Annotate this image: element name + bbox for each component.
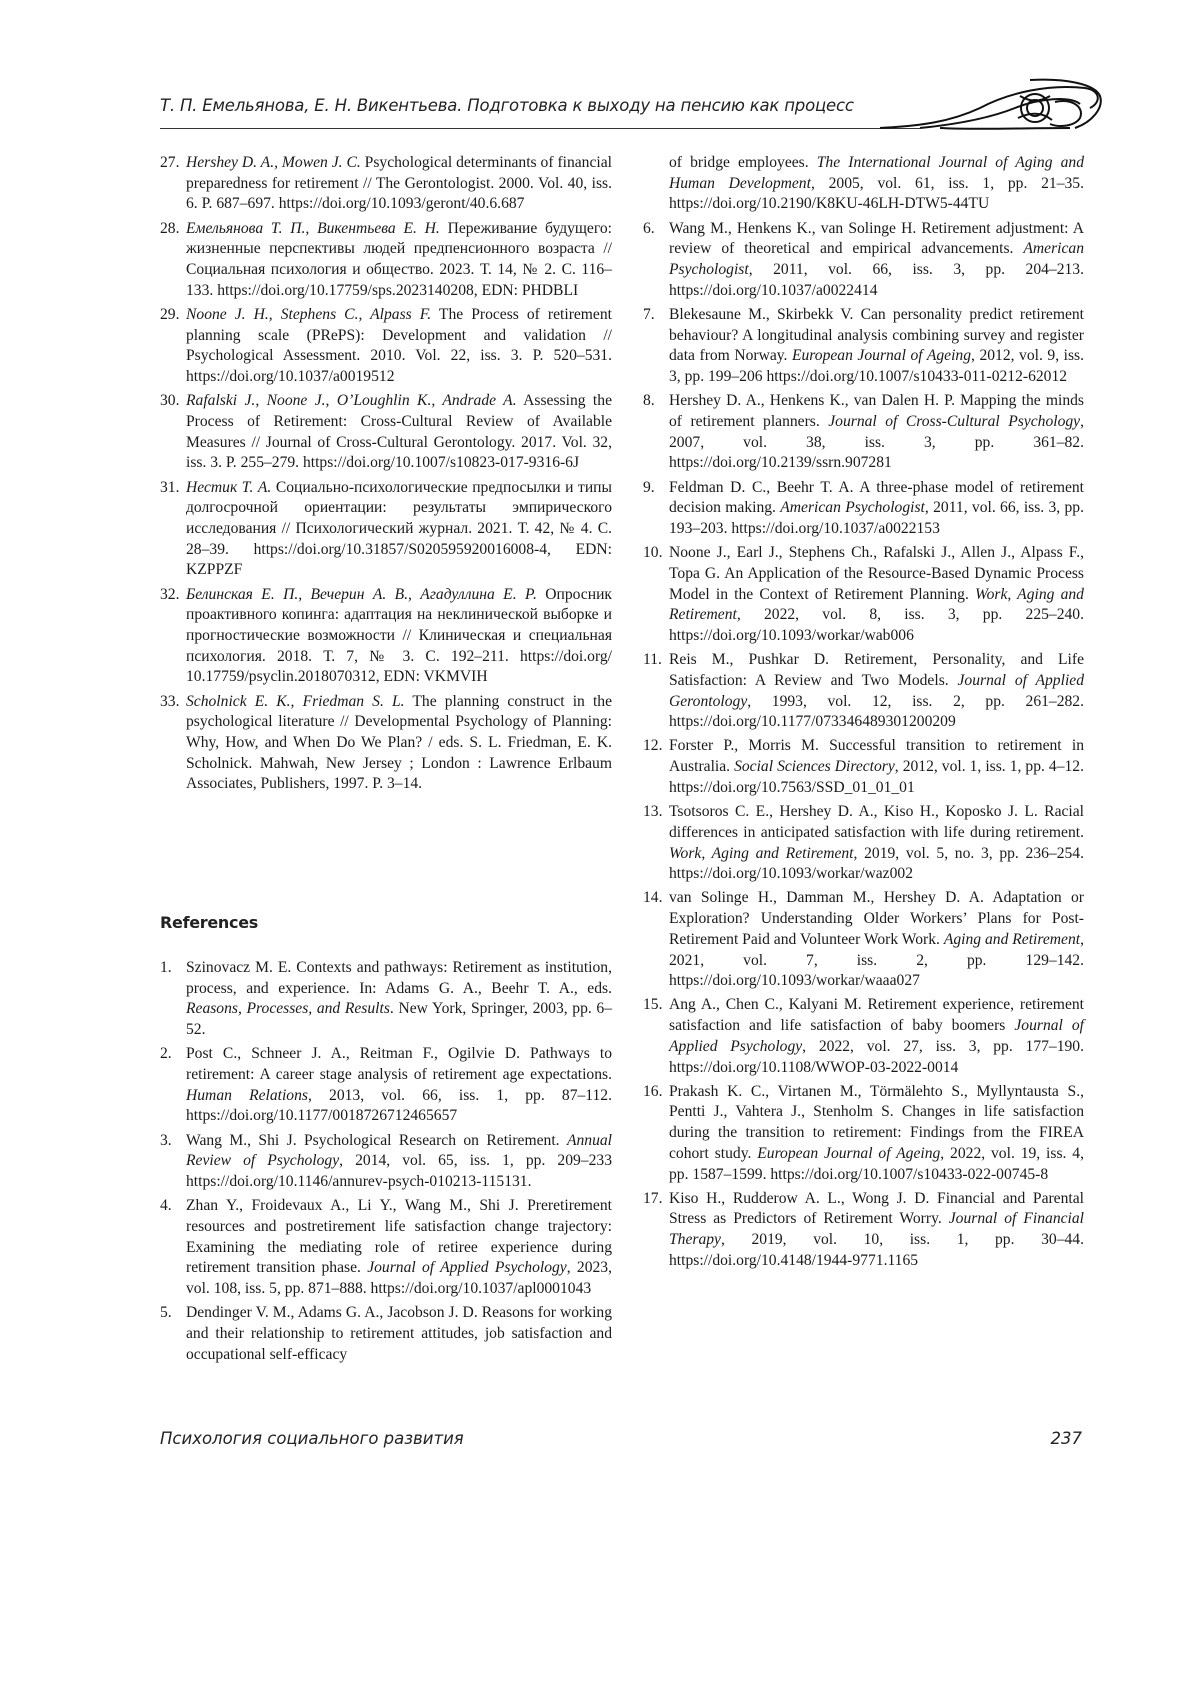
reference-item	[160, 1196, 612, 1300]
reference-italic-text: Work, Aging and Retirement	[669, 844, 854, 862]
reference-text: , 2019, vol. 5, no. 3, pp. 236–254. https://doi.org/10.1093/workar/waz002	[669, 844, 1084, 883]
reference-text: Zhan Y., Froidevaux A., Li Y., Wang M., Shi J. Preretirement resources and postretirement life satisfaction change trajectory: Examining the mediating role of retiree experience during retirement transition phase.	[186, 1197, 612, 1277]
reference-text: Prakash K. C., Virtanen M., Törmälehto S., Myllyntausta S., Pentti J., Vahtera J., Stenholm S. Changes in life satisfaction during the transition to retirement: Findings from the FIREA cohort study.	[669, 1082, 1084, 1162]
reference-italic-text: Social Sciences Directory	[734, 758, 895, 776]
running-head-title: Т. П. Емельянова, Е. Н. Викентьева. Подготовка к выходу на пенсию как процесс	[160, 96, 854, 115]
reference-item	[160, 391, 612, 474]
reference-item	[160, 692, 612, 796]
reference-item	[160, 305, 612, 388]
reference-italic-text: Reasons, Processes, and Results	[186, 1000, 390, 1018]
reference-italic-text: The International Journal of Aging and Human Development	[669, 154, 1084, 192]
reference-italic-text: Емельянова Т. П., Викентьева Е. Н.	[186, 219, 440, 237]
reference-text: , 2021, vol. 7, iss. 2, pp. 129–142. https://doi.org/10.1093/workar/waaa027	[669, 930, 1085, 990]
reference-number: 10.	[643, 544, 663, 562]
reference-text: , 2023, vol. 108, iss. 5, pp. 871–888. https://doi.org/10.1037/apl0001043	[186, 1259, 612, 1298]
reference-item	[160, 219, 612, 302]
reference-text: of bridge employees.	[669, 154, 817, 171]
page-number: 237	[1050, 1429, 1082, 1448]
reference-item	[160, 585, 612, 689]
reference-italic-text: Journal of Applied Psychology	[669, 1017, 1085, 1055]
reference-number: 32.	[160, 585, 180, 603]
reference-item	[160, 958, 612, 1041]
references-list-right	[643, 153, 1084, 1275]
reference-text: Tsotsoros C. E., Hershey D. A., Kiso H., Koposko J. L. Racial differences in anticipated satisfaction with life during retirement.	[669, 803, 1084, 841]
reference-text: Forster P., Morris M. Successful transition to retirement in Australia.	[669, 737, 1084, 776]
reference-number: 27.	[160, 154, 180, 171]
reference-item	[643, 802, 1084, 885]
reference-text: Dendinger V. M., Adams G. A., Jacobson J. D. Reasons for working and their relationship to retirement attitudes, job satisfaction and occupational self-efficacy	[186, 1304, 612, 1363]
reference-item	[643, 391, 1084, 474]
russian-reference-list	[160, 153, 612, 799]
reference-number: 31.	[160, 478, 180, 496]
reference-text: Wang M., Henkens K., van Solinge H. Retirement adjustment: A review of theoretical and empirical advancements.	[669, 219, 1084, 258]
reference-item	[160, 1131, 612, 1193]
reference-text: , 2005, vol. 61, iss. 1, pp. 21–35. https://doi.org/10.2190/K8KU-46LH-DTW5-44TU	[669, 174, 1084, 213]
reference-item	[160, 478, 612, 582]
reference-italic-text: Aging and Retirement	[943, 930, 1081, 948]
reference-text: , 2022, vol. 27, iss. 3, pp. 177–190. https://doi.org/10.1108/WWOP-03-2022-0014	[669, 1037, 1085, 1076]
reference-text: Wang M., Shi J. Psychological Research on Retirement.	[186, 1131, 567, 1149]
reference-item	[643, 543, 1084, 647]
footer-journal-title: Психология социального развития	[160, 1429, 464, 1448]
reference-number: 7.	[643, 305, 655, 323]
reference-text: Blekesaune M., Skirbekk V. Can personality predict retirement behaviour? A longitudinal analysis combining survey and register data from Norway.	[669, 305, 1084, 365]
reference-number: 12.	[643, 737, 663, 755]
reference-text: , 2014, vol. 65, iss. 1, pp. 209–233 https://doi.org/10.1146/annurev-psych-010213-115131.	[186, 1152, 612, 1191]
reference-number: 28.	[160, 219, 180, 237]
reference-text: , 2012, vol. 1, iss. 1, pp. 4–12. https://doi.org/10.7563/SSD_01_01_01	[669, 758, 1084, 796]
reference-italic-text: Annual Review of Psychology	[186, 1131, 612, 1170]
references-list-left	[160, 958, 612, 1369]
reference-number: 3.	[160, 1131, 172, 1149]
reference-text: Assessing the Process of Retirement: Cross-Cultural Review of Available Measures // Journal of Cross-Cultural Gerontology. 2017. Vol. 32, iss. 3. P. 255–279. https://doi.org/10.1007/s10823-017-9316-6J	[186, 392, 612, 472]
reference-italic-text: Rafalski J., Noone J., O’Loughlin K., Andrade A.	[186, 392, 517, 410]
reference-text: , 2022, vol. 19, iss. 4, pp. 1587–1599. https://doi.org/10.1007/s10433-022-00745-8	[669, 1144, 1084, 1183]
reference-italic-text: Journal of Applied Gerontology	[669, 671, 1084, 710]
reference-italic-text: Work, Aging and Retirement	[669, 585, 1084, 624]
reference-italic-text: Белинская Е. П., Вечерин А. В., Агадуллина Е. Р.	[186, 585, 537, 603]
reference-number: 1.	[160, 959, 172, 976]
reference-text: Hershey D. A., Henkens K., van Dalen H. P. Mapping the minds of retirement planners.	[669, 392, 1084, 430]
reference-italic-text: Нестик Т. А.	[186, 478, 272, 496]
references-heading: References	[160, 913, 258, 932]
reference-item	[643, 888, 1084, 992]
reference-text: Опросник проактивного копинга: адаптация на неклинической выборке и прогностические возможности // Клиническая и специальная психология. 2018. Т. 7, № 3. С. 192–211. https://doi.org/ 10.17759/psyclin.2018070312, EDN: VKMVIH	[186, 585, 612, 686]
reference-text: Psychological determinants of financial preparedness for retirement // The Gerontologist. 2000. Vol. 40, iss. 6. P. 687–697. https://doi.org/10.1093/geront/40.6.687	[186, 154, 612, 213]
reference-italic-text: Noone J. H., Stephens C., Alpass F.	[186, 305, 432, 323]
reference-number: 33.	[160, 692, 180, 710]
reference-text: Feldman D. C., Beehr T. A. A three-phase model of retirement decision making.	[669, 478, 1084, 517]
reference-text: Noone J., Earl J., Stephens Ch., Rafalski J., Allen J., Alpass F., Topa G. An Application of the Resource-Based Dynamic Process Model in the Context of Retirement Planning.	[669, 544, 1084, 603]
reference-text: van Solinge H., Damman M., Hershey D. A. Adaptation or Exploration? Understanding Older Workers’ Plans for Post-Retirement Paid and Volunteer Work Work.	[669, 889, 1084, 948]
reference-number: 16.	[643, 1082, 663, 1100]
reference-number: 8.	[643, 392, 655, 410]
header-rule	[160, 128, 920, 129]
reference-text: The Process of retirement planning scale (PRePS): Development and validation // Psychological Assessment. 2010. Vol. 22, iss. 3. P. 520–531. https://doi.org/10.1037/a0019512	[186, 305, 612, 386]
reference-italic-text: American Psychologist	[780, 499, 925, 517]
reference-text: , 2022, vol. 8, iss. 3, pp. 225–240. https://doi.org/10.1093/workar/wab006	[669, 606, 1084, 644]
reference-number: 2.	[160, 1045, 172, 1063]
ornament-icon	[880, 78, 1105, 134]
reference-number: 29.	[160, 305, 180, 323]
reference-text: Kiso H., Rudderow A. L., Wong J. D. Financial and Parental Stress as Predictors of Retirement Worry.	[669, 1189, 1084, 1228]
reference-item	[643, 219, 1084, 302]
reference-number: 9.	[643, 478, 655, 496]
reference-item	[643, 305, 1084, 388]
reference-italic-text: Hershey D. A., Mowen J. C.	[186, 154, 361, 171]
reference-item	[643, 153, 1084, 215]
reference-text: Szinovacz M. E. Contexts and pathways: Retirement as institution, process, and experience. In: Adams G. A., Beehr T. A., eds.	[186, 959, 612, 997]
reference-text: , 2011, vol. 66, iss. 3, pp. 204–213. https://doi.org/10.1037/a0022414	[669, 261, 1084, 299]
reference-text: Переживание будущего: жизненные перспективы людей предпенсионного возраста // Социальная психология и общество. 2023. Т. 14, № 2. С. 116–133. https://doi.org/10.17759/sps.2023140208, EDN: PHDBLI	[186, 219, 612, 299]
reference-item	[643, 736, 1084, 798]
reference-number: 13.	[643, 803, 663, 821]
reference-item	[643, 1189, 1084, 1272]
reference-text: Социально-психологические предпосылки и типы долгосрочной ориентации: результаты эмпирического исследования // Психологический журнал. 2021. Т. 42, № 4. С. 28–39. https://doi.org/10.31857/S020595920016008-4, EDN: KZPPZF	[186, 478, 612, 579]
reference-number: 14.	[643, 889, 663, 907]
reference-number: 17.	[643, 1189, 663, 1207]
reference-number: 15.	[643, 996, 663, 1014]
reference-text: The planning construct in the psychological literature // Developmental Psychology of Planning: Why, How, and When Do We Plan? / eds. S. L. Friedman, E. K. Scholnick. Mahwah, New Jersey ; London : Lawrence Erlbaum Associates, Publishers, 1997. P. 3–14.	[186, 692, 612, 793]
reference-item	[643, 1082, 1084, 1186]
reference-number: 4.	[160, 1197, 172, 1215]
reference-item	[643, 650, 1084, 733]
reference-text: Reis M., Pushkar D. Retirement, Personality, and Life Satisfaction: A Review and Two Models.	[669, 651, 1084, 689]
reference-italic-text: American Psychologist	[669, 240, 1084, 279]
reference-number: 6.	[643, 219, 655, 237]
reference-item	[643, 478, 1084, 540]
reference-italic-text: European Journal of Ageing	[757, 1144, 941, 1162]
reference-text: . New York, Springer, 2003, pp. 6–52.	[186, 1000, 613, 1039]
reference-number: 5.	[160, 1304, 172, 1322]
reference-item	[160, 1044, 612, 1127]
reference-item	[643, 995, 1084, 1078]
reference-text: , 2019, vol. 10, iss. 1, pp. 30–44. https://doi.org/10.4148/1944-9771.1165	[669, 1231, 1084, 1269]
reference-italic-text: Journal of Financial Therapy	[669, 1210, 1085, 1249]
reference-text: , 2013, vol. 66, iss. 1, pp. 87–112. https://doi.org/10.1177/0018726712465657	[186, 1086, 612, 1125]
reference-text: Post C., Schneer J. A., Reitman F., Ogilvie D. Pathways to retirement: A career stage analysis of retirement age expectations.	[186, 1045, 612, 1084]
reference-italic-text: Human Relations	[186, 1086, 308, 1104]
reference-item	[160, 153, 612, 215]
reference-text: , 2011, vol. 66, iss. 3, pp. 193–203. https://doi.org/10.1037/a0022153	[669, 499, 1085, 537]
reference-text: , 1993, vol. 12, iss. 2, pp. 261–282. https://doi.org/10.1177/073346489301200209	[669, 692, 1084, 731]
reference-italic-text: Journal of Cross-Cultural Psychology	[828, 412, 1081, 430]
reference-italic-text: European Journal of Ageing	[791, 347, 972, 365]
reference-text: Ang A., Chen C., Kalyani M. Retirement experience, retirement satisfaction and life satisfaction of baby boomers	[669, 996, 1084, 1035]
reference-italic-text: Scholnick E. K., Friedman S. L.	[186, 692, 405, 710]
reference-number: 30.	[160, 392, 180, 410]
reference-number: 11.	[643, 651, 662, 669]
reference-text: , 2007, vol. 38, iss. 3, pp. 361–82. https://doi.org/10.2139/ssrn.907281	[669, 412, 1085, 472]
reference-item	[160, 1303, 612, 1365]
reference-text: , 2012, vol. 9, iss. 3, pp. 199–206 https://doi.org/10.1007/s10433-011-0212-62012	[669, 347, 1084, 386]
reference-italic-text: Journal of Applied Psychology	[367, 1259, 567, 1277]
